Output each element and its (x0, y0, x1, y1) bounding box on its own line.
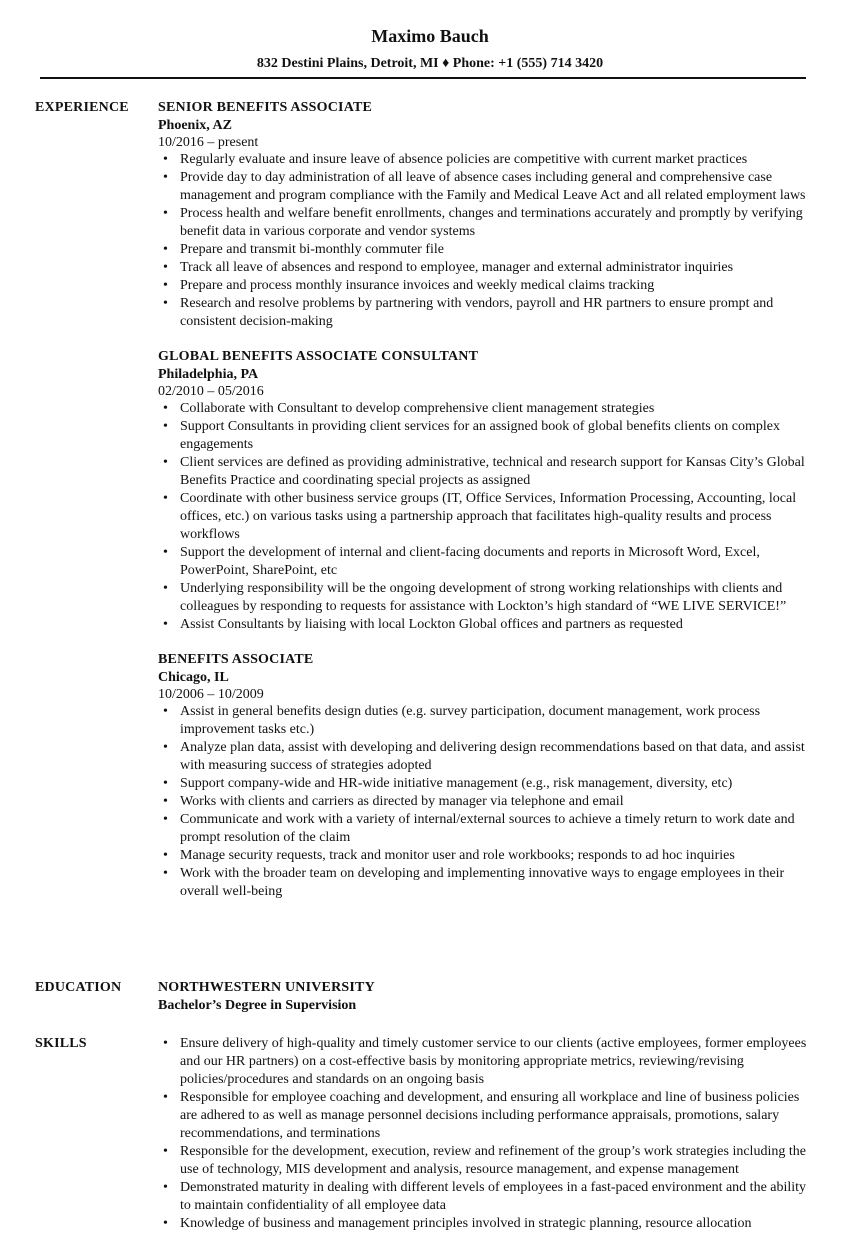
skills-bullets (158, 1035, 813, 1233)
bullet-item: • Works with clients and carriers as directed by manager via telephone and email (158, 793, 813, 811)
header-divider (40, 77, 806, 79)
bullet-item: • Work with the broader team on developing and implementing innovative ways to engage employees in their overall well-being (158, 865, 813, 901)
bullet-item: • Coordinate with other business service groups (IT, Office Services, Information Processing, Accounting, local offices, etc.) on various tasks using a partnership approach that facilitates high-quality results and process workflows (158, 490, 813, 544)
job-entry (158, 348, 813, 634)
job-location: Phoenix, AZ (158, 118, 232, 133)
job-location: Philadelphia, PA (158, 367, 259, 382)
candidate-name: Maximo Bauch (371, 26, 489, 46)
bullet-item: • Knowledge of business and management principles involved in strategic planning, resource allocation (158, 1215, 813, 1233)
education-body (158, 979, 813, 1015)
experience-body (158, 99, 813, 918)
bullet-item: • Responsible for employee coaching and development, and ensuring all workplace and line of business policies are adhered to as well as manage personnel decisions including performance appraisals, promotions, salary recommendations, and terminations (158, 1089, 813, 1143)
bullet-item: • Underlying responsibility will be the ongoing development of strong working relationships with clients and colleagues by responding to requests for assistance with Lockton’s high standard of “WE LIVE SERVICE!” (158, 580, 813, 616)
bullet-item: • Demonstrated maturity in dealing with different levels of employees in a fast-paced environment and the ability to maintain confidentiality of all employee data (158, 1179, 813, 1215)
skills-body (158, 1035, 813, 1233)
bullet-item: • Provide day to day administration of all leave of absence cases including general and comprehensive case management and program compliance with the Family and Medical Leave Act and all related employment laws (158, 169, 813, 205)
bullet-item: • Analyze plan data, assist with developing and delivering design recommendations based on that data, and assist with measuring success of strategies adopted (158, 739, 813, 775)
job-bullets (158, 400, 813, 634)
job-entry (158, 651, 813, 901)
bullet-item: • Regularly evaluate and insure leave of absence policies are competitive with current market practices (158, 151, 813, 169)
bullet-item: • Collaborate with Consultant to develop comprehensive client management strategies (158, 400, 813, 418)
bullet-item: • Support the development of internal and client-facing documents and reports in Microsoft Word, Excel, PowerPoint, SharePoint, etc (158, 544, 813, 580)
bullet-item: • Support Consultants in providing client services for an assigned book of global benefits clients on complex engagements (158, 418, 813, 454)
bullet-item: • Prepare and transmit bi-monthly commuter file (158, 241, 813, 259)
job-bullets (158, 151, 813, 331)
job-bullets (158, 703, 813, 901)
job-title: GLOBAL BENEFITS ASSOCIATE CONSULTANT (158, 349, 479, 364)
resume-header (0, 0, 860, 73)
section-title-education: EDUCATION (35, 980, 122, 995)
bullet-item: • Manage security requests, track and monitor user and role workbooks; responds to ad hoc inquiries (158, 847, 813, 865)
bullet-item: • Client services are defined as providing administrative, technical and research support for Kansas City’s Global Benefits Practice and coordinating special projects as assigned (158, 454, 813, 490)
job-dates: 02/2010 – 05/2016 (158, 384, 264, 399)
bullet-item: • Assist Consultants by liaising with local Lockton Global offices and partners as requested (158, 616, 813, 634)
bullet-item: • Track all leave of absences and respond to employee, manager and external administrator inquiries (158, 259, 813, 277)
job-location: Chicago, IL (158, 670, 229, 685)
section-title-skills: SKILLS (35, 1036, 87, 1051)
section-title-experience: EXPERIENCE (35, 100, 129, 115)
contact-line: 832 Destini Plains, Detroit, MI ♦ Phone: +1 (555) 714 3420 (256, 56, 604, 71)
job-title: SENIOR BENEFITS ASSOCIATE (158, 100, 373, 115)
job-entry (158, 99, 813, 331)
bullet-item: • Communicate and work with a variety of internal/external sources to achieve a timely return to work date and prompt resolution of the claim (158, 811, 813, 847)
job-dates: 10/2016 – present (158, 135, 259, 150)
bullet-item: • Research and resolve problems by partnering with vendors, payroll and HR partners to ensure prompt and consistent decision-making (158, 295, 813, 331)
job-title: BENEFITS ASSOCIATE (158, 652, 314, 667)
bullet-item: • Support company-wide and HR-wide initiative management (e.g., risk management, diversity, etc) (158, 775, 813, 793)
bullet-item: • Process health and welfare benefit enrollments, changes and terminations accurately and promptly by verifying benefit data in various corporate and vendor systems (158, 205, 813, 241)
degree-name: Bachelor’s Degree in Supervision (158, 998, 357, 1013)
bullet-item: • Responsible for the development, execution, review and refinement of the group’s work strategies including the use of technology, MIS development and analysis, resource management, and expense management (158, 1143, 813, 1179)
bullet-item: • Prepare and process monthly insurance invoices and weekly medical claims tracking (158, 277, 813, 295)
school-name: NORTHWESTERN UNIVERSITY (158, 980, 375, 995)
bullet-item: • Ensure delivery of high-quality and timely customer service to our clients (active employees, former employees and our HR partners) on a cost-effective basis by monitoring appropriate metrics, reviewing/revising policies/procedures and standards on an ongoing basis (158, 1035, 813, 1089)
job-dates: 10/2006 – 10/2009 (158, 687, 264, 702)
bullet-item: • Assist in general benefits design duties (e.g. survey participation, document management, work process improvement tasks etc.) (158, 703, 813, 739)
